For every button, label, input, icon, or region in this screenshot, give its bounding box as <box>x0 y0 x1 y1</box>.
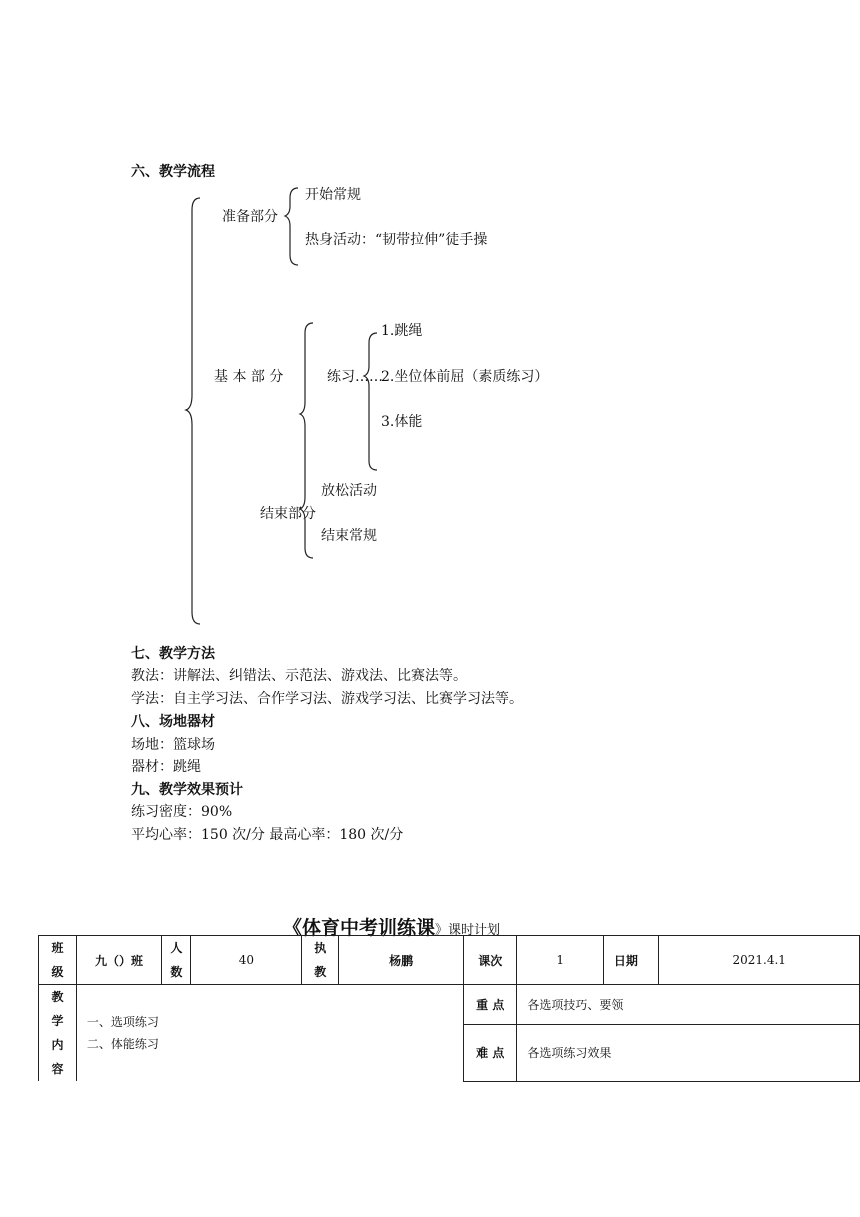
section8-line-2: 器材：跳绳 <box>131 759 201 775</box>
content-items-cell <box>76 985 463 1082</box>
lesson-plan-table <box>38 935 860 1082</box>
content-item-1: 一、选项练习 <box>86 1015 159 1029</box>
class-value: 九（）班 <box>76 936 161 985</box>
date-value: 2021.4.1 <box>659 936 860 985</box>
teacher-value: 杨鹏 <box>339 936 464 985</box>
lesson-plan-key-row <box>39 985 860 1025</box>
prep-label: 准备部分 <box>222 209 278 225</box>
section8-line-1: 场地：篮球场 <box>131 737 215 753</box>
lesson-plan-title-suffix: 》课时计划 <box>435 923 501 938</box>
prep-item-1: 开始常规 <box>305 187 361 203</box>
section9-line-2: 平均心率：150 次/分 最高心率：180 次/分 <box>131 827 404 843</box>
section8-heading: 八、场地器材 <box>131 714 215 730</box>
count-label-cell: 人 数 <box>162 936 191 985</box>
prep-brace <box>285 188 298 265</box>
lesson-no-value: 1 <box>517 936 604 985</box>
end-item-1: 放松活动 <box>321 483 377 499</box>
practice-item-2: 2.坐位体前屈（素质练习） <box>381 369 549 385</box>
end-item-2: 结束常规 <box>321 528 377 544</box>
lesson-no-label: 课次 <box>464 936 517 985</box>
basic-brace <box>300 323 313 463</box>
content-label-cell: 教 学 内 容 <box>39 985 77 1082</box>
prep-item-2: 热身活动：“韧带拉伸”徒手操 <box>305 232 488 248</box>
practice-brace <box>364 333 377 470</box>
practice-label: 练习…… <box>327 369 383 385</box>
section7-heading: 七、教学方法 <box>131 646 215 662</box>
section9-heading: 九、教学效果预计 <box>131 782 243 798</box>
key-label: 重 点 <box>464 985 517 1025</box>
count-value: 40 <box>191 936 302 985</box>
section9-line-1: 练习密度：90% <box>131 804 233 820</box>
lesson-plan-title-main: 《体育中考训练课 <box>283 917 436 939</box>
basic-label: 基 本 部 分 <box>214 369 284 385</box>
difficulty-value: 各选项练习效果 <box>517 1025 860 1081</box>
class-label-cell: 班 级 <box>39 936 77 985</box>
difficulty-label: 难 点 <box>464 1025 517 1081</box>
date-label: 日期 <box>603 936 659 985</box>
outer-brace <box>186 198 200 624</box>
lesson-plan-header-row <box>39 936 860 985</box>
practice-item-3: 3.体能 <box>381 414 423 430</box>
section7-line-1: 教法：讲解法、纠错法、示范法、游戏法、比赛法等。 <box>131 668 467 684</box>
end-label: 结束部分 <box>260 506 316 522</box>
teacher-label-cell: 执 教 <box>302 936 339 985</box>
section6-heading: 六、教学流程 <box>131 164 215 180</box>
practice-item-1: 1.跳绳 <box>381 323 423 339</box>
content-item-2: 二、体能练习 <box>86 1037 159 1051</box>
key-value: 各选项技巧、要领 <box>517 985 860 1025</box>
section7-line-2: 学法：自主学习法、合作学习法、游戏学习法、比赛学习法等。 <box>131 691 523 707</box>
